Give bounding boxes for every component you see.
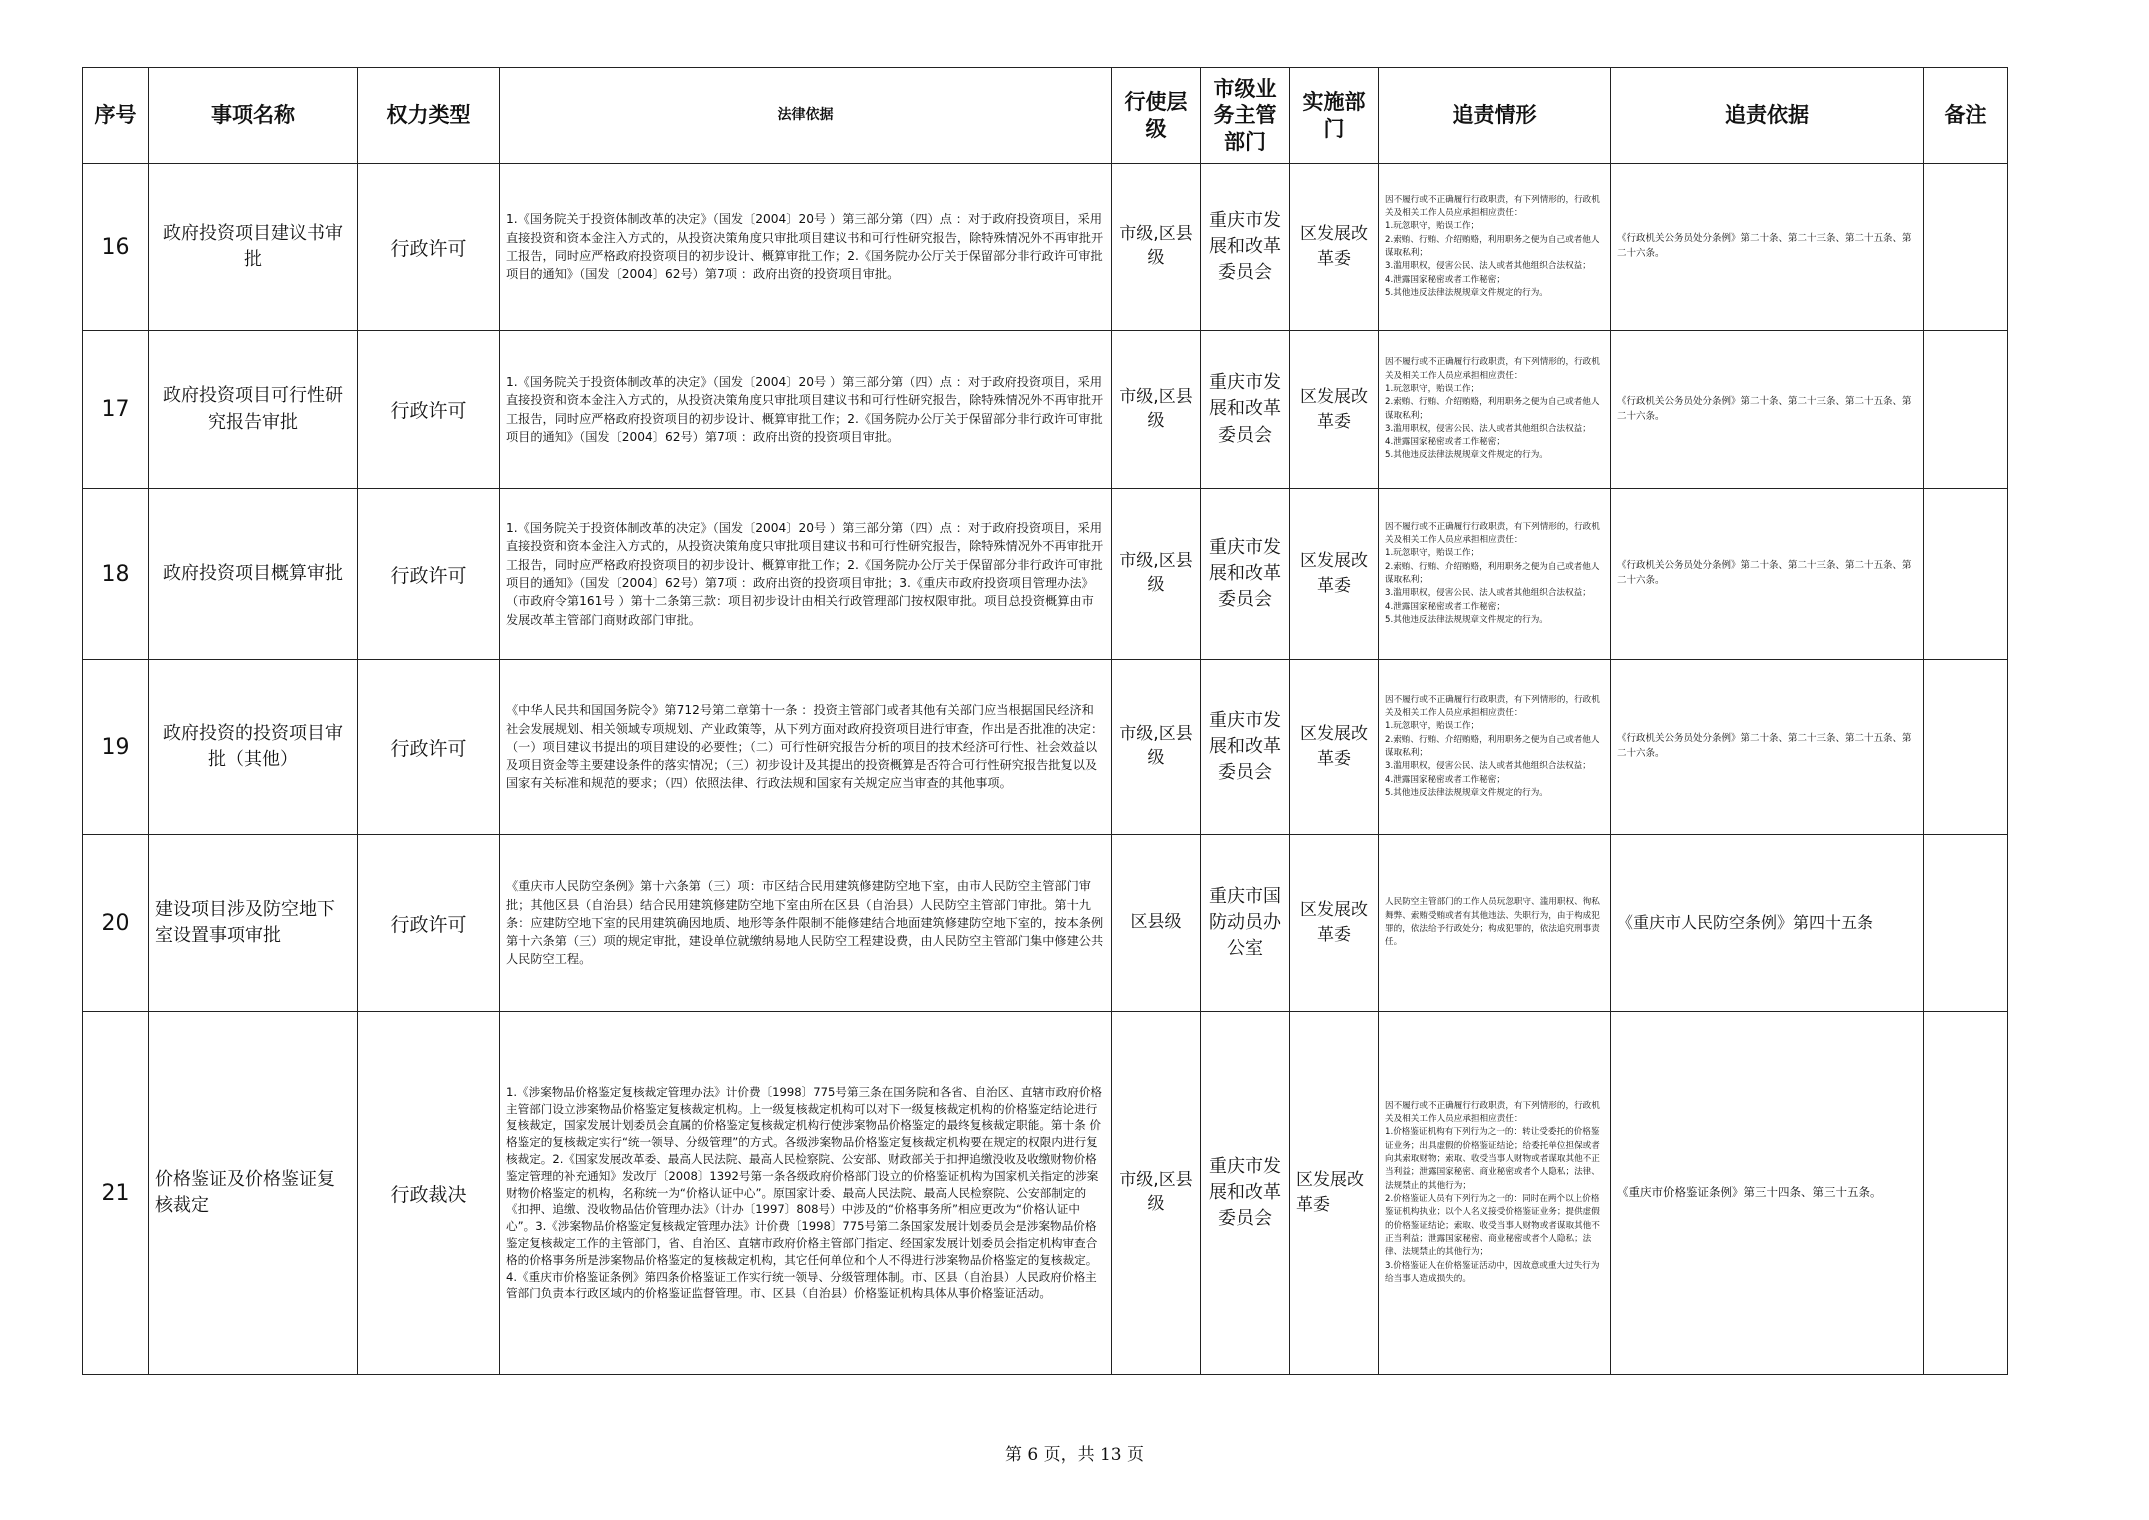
table-row <box>83 164 2008 331</box>
accountability-situations <box>1379 835 1611 1012</box>
situation-line: 2.索贿、行贿、介绍贿赂，利用职务之便为自己或者他人谋取私利； <box>1385 734 1600 758</box>
item-name: 建设项目涉及防空地下室设置事项审批 <box>149 835 358 1012</box>
exercise-level: 市级,区县级 <box>1112 660 1201 835</box>
situation-line: 5.其他违反法律法规规章文件规定的行为。 <box>1385 787 1548 798</box>
implementing-department: 区发展改革委 <box>1290 331 1379 489</box>
table-row <box>83 489 2008 660</box>
row-number: 16 <box>83 164 149 331</box>
note <box>1924 660 2008 835</box>
situation-line: 2.索贿、行贿、介绍贿赂，利用职务之便为自己或者他人谋取私利； <box>1385 561 1600 585</box>
situation-line: 5.其他违反法律法规规章文件规定的行为。 <box>1385 287 1548 298</box>
power-type: 行政许可 <box>358 164 500 331</box>
legal-basis: 《重庆市人民防空条例》第十六条第（三）项：市区结合民用建筑修建防空地下室，由市人民防空主管部门审批；其他区县（自治县）结合民用建筑修建防空地下室由所在区县（自治县）人民防空主管部门审批。第十九条：应建防空地下室的民用建筑确因地质、地形等条件限制不能修建结合地面建筑修建防空地下室的，按本条例第十六条第（三）项的规定审批，建设单位就缴纳易地人民防空工程建设费，由人民防空主管部门集中修建公共人民防空工程。 <box>500 835 1112 1012</box>
implementing-department: 区发展改革委 <box>1290 489 1379 660</box>
implementing-department: 区发展改革委 <box>1290 835 1379 1012</box>
situation-line: 因不履行或不正确履行行政职责，有下列情形的，行政机关及相关工作人员应承担相应责任： <box>1385 1100 1600 1125</box>
note <box>1924 331 2008 489</box>
situation-line: 2.索贿、行贿、介绍贿赂，利用职务之便为自己或者他人谋取私利； <box>1385 234 1600 258</box>
note <box>1924 489 2008 660</box>
note <box>1924 835 2008 1012</box>
situation-line: 4.泄露国家秘密或者工作秘密； <box>1385 274 1505 285</box>
situation-line: 2.索贿、行贿、介绍贿赂，利用职务之便为自己或者他人谋取私利； <box>1385 397 1600 421</box>
item-name: 政府投资项目可行性研究报告审批 <box>149 331 358 489</box>
accountability-basis: 《行政机关公务员处分条例》第二十条、第二十三条、第二十五条、第二十六条。 <box>1611 164 1924 331</box>
supervising-department: 重庆市发展和改革委员会 <box>1201 660 1290 835</box>
header-basis: 法律依据 <box>500 68 1112 164</box>
legal-basis: 1.《国务院关于投资体制改革的决定》（国发〔2004〕20号 ）第三部分第（四）点 ：对于政府投资项目，采用直接投资和资本金注入方式的，从投资决策角度只审批项目建议书和可行性研究报告，除特殊情况外不再审批开工报告，同时应严格政府投资项目的初步设计、概算审批工作；2.《国务院办公厅关于保留部分非行政许可审批项目的通知》（国发〔2004〕62号）第7项 ：政府出资的投资项目审批；3.《重庆市政府投资项目管理办法》（市政府令第161号 ）第十二条第三款：项目初步设计由相关行政管理部门按权限审批。项目总投资概算由市发展改革主管部门商财政部门审批。 <box>500 489 1112 660</box>
table-row <box>83 835 2008 1012</box>
header-impl: 实施部门 <box>1290 68 1379 164</box>
power-list-table <box>82 67 2008 1375</box>
header-level: 行使层级 <box>1112 68 1201 164</box>
header-name: 事项名称 <box>149 68 358 164</box>
situation-line: 人民防空主管部门的工作人员玩忽职守、滥用职权、徇私舞弊、索贿受贿或者有其他违法、失职行为，由于构成犯罪的，依法给予行政处分；构成犯罪的，依法追究刑事责任。 <box>1385 897 1600 948</box>
situation-line: 因不履行或不正确履行行政职责，有下列情形的，行政机关及相关工作人员应承担相应责任： <box>1385 357 1600 381</box>
situation-line: 1.玩忽职守，贻误工作； <box>1385 221 1480 232</box>
row-number: 18 <box>83 489 149 660</box>
situation-line: 因不履行或不正确履行行政职责，有下列情形的，行政机关及相关工作人员应承担相应责任： <box>1385 521 1600 546</box>
power-type: 行政许可 <box>358 660 500 835</box>
exercise-level: 市级,区县级 <box>1112 489 1201 660</box>
legal-basis: 《中华人民共和国国务院令》第712号第二章第十一条 ：投资主管部门或者其他有关部门应当根据国民经济和社会发展规划、相关领域专项规划、产业政策等，从下列方面对政府投资项目进行审查，作出是否批准的决定：（一）项目建议书提出的项目建设的必要性；（二）可行性研究报告分析的项目的技术经济可行性、社会效益以及项目资金等主要建设条件的落实情况；（三）初步设计及其提出的投资概算是否符合可行性研究报告批复以及国家有关标准和规范的要求；（四）依照法律、行政法规和国家有关规定应当审查的其他事项。 <box>500 660 1112 835</box>
header-note: 备注 <box>1924 68 2008 164</box>
situation-line: 3.滥用职权，侵害公民、法人或者其他组织合法权益； <box>1385 261 1591 272</box>
supervising-department: 重庆市发展和改革委员会 <box>1201 164 1290 331</box>
item-name: 政府投资项目建议书审批 <box>149 164 358 331</box>
situation-line: 3.滥用职权，侵害公民、法人或者其他组织合法权益； <box>1385 588 1591 599</box>
situation-line: 3.价格鉴证人在价格鉴证活动中，因故意或重大过失行为给当事人造成损失的。 <box>1385 1260 1600 1284</box>
situation-line: 3.滥用职权，侵害公民、法人或者其他组织合法权益； <box>1385 761 1591 772</box>
accountability-basis: 《重庆市人民防空条例》第四十五条 <box>1611 835 1924 1012</box>
supervising-department: 重庆市发展和改革委员会 <box>1201 1012 1290 1375</box>
power-type: 行政裁决 <box>358 1012 500 1375</box>
accountability-basis: 《行政机关公务员处分条例》第二十条、第二十三条、第二十五条、第二十六条。 <box>1611 489 1924 660</box>
accountability-situations <box>1379 489 1611 660</box>
supervising-department: 重庆市国防动员办公室 <box>1201 835 1290 1012</box>
implementing-department: 区发展改革委 <box>1290 164 1379 331</box>
implementing-department: 区发展改革委 <box>1290 660 1379 835</box>
legal-basis: 1.《国务院关于投资体制改革的决定》（国发〔2004〕20号 ）第三部分第（四）点 ：对于政府投资项目，采用直接投资和资本金注入方式的，从投资决策角度只审批项目建议书和可行性研究报告，除特殊情况外不再审批开工报告，同时应严格政府投资项目的初步设计、概算审批工作；2.《国务院办公厅关于保留部分非行政许可审批项目的通知》（国发〔2004〕62号）第7项 ：政府出资的投资项目审批。 <box>500 331 1112 489</box>
situation-line: 2.价格鉴证人员有下列行为之一的：同时在两个以上价格鉴证机构执业；以个人名义接受价格鉴证业务；提供虚假的价格鉴证结论；索取、收受当事人财物或者谋取其他不正当利益；泄露国家秘密、商业秘密或者个人隐私；法律、法规禁止的其他行为； <box>1385 1194 1600 1258</box>
supervising-department: 重庆市发展和改革委员会 <box>1201 489 1290 660</box>
row-number: 20 <box>83 835 149 1012</box>
table-row <box>83 1012 2008 1375</box>
supervising-department: 重庆市发展和改革委员会 <box>1201 331 1290 489</box>
situation-line: 3.滥用职权，侵害公民、法人或者其他组织合法权益； <box>1385 423 1591 434</box>
header-situation: 追责情形 <box>1379 68 1611 164</box>
situation-line: 1.玩忽职守，贻误工作； <box>1385 383 1480 394</box>
power-type: 行政许可 <box>358 489 500 660</box>
situation-line: 5.其他违反法律法规规章文件规定的行为。 <box>1385 450 1548 461</box>
implementing-department: 区发展改革委 <box>1290 1012 1379 1375</box>
situation-line: 因不履行或不正确履行行政职责，有下列情形的，行政机关及相关工作人员应承担相应责任： <box>1385 194 1600 219</box>
power-type: 行政许可 <box>358 835 500 1012</box>
table-row <box>83 660 2008 835</box>
page-footer: 第 6 页，共 13 页 <box>1004 1445 1145 1465</box>
accountability-situations <box>1379 331 1611 489</box>
item-name: 政府投资项目概算审批 <box>149 489 358 660</box>
situation-line: 4.泄露国家秘密或者工作秘密； <box>1385 601 1505 612</box>
exercise-level: 市级,区县级 <box>1112 331 1201 489</box>
header-dept: 市级业务主管部门 <box>1201 68 1290 164</box>
header-accountability: 追责依据 <box>1611 68 1924 164</box>
accountability-basis: 《行政机关公务员处分条例》第二十条、第二十三条、第二十五条、第二十六条。 <box>1611 331 1924 489</box>
row-number: 21 <box>83 1012 149 1375</box>
header-row <box>83 68 2008 164</box>
header-type: 权力类型 <box>358 68 500 164</box>
situation-line: 1.玩忽职守，贻误工作； <box>1385 548 1480 559</box>
situation-line: 5.其他违反法律法规规章文件规定的行为。 <box>1385 614 1548 625</box>
exercise-level: 区县级 <box>1112 835 1201 1012</box>
row-number: 17 <box>83 331 149 489</box>
note <box>1924 1012 2008 1375</box>
row-number: 19 <box>83 660 149 835</box>
power-type: 行政许可 <box>358 331 500 489</box>
legal-basis: 1.《涉案物品价格鉴定复核裁定管理办法》计价费〔1998〕775号第三条在国务院和各省、自治区、直辖市政府价格主管部门设立涉案物品价格鉴定复核裁定机构。上一级复核裁定机构可以对下一级复核裁定机构的价格鉴定结论进行复核裁定，国家发展计划委员会直属的价格鉴定复核裁定机构行使涉案物品价格鉴定的最终复核裁定职能。第十条 价格鉴定的复核裁定实行“统一领导、分级管理”的方式。各级涉案物品价格鉴定复核裁定机构要在规定的权限内进行复核裁定。2.《国家发展改革委、最高人民法院、最高人民检察院、公安部、财政部关于扣押追缴没收及收缴财物价格鉴定管理的补充通知》发改厅〔2008〕1392号第一条各级政府价格部门设立的价格鉴证机构为国家机关指定的涉案财物价格鉴定的机构，名称统一为“价格认证中心”。原国家计委、最高人民法院、最高人民检察院、公安部制定的《扣押、追缴、没收物品估价管理办法》（计办〔1997〕808号）中涉及的“价格事务所”相应更改为“价格认证中心”。3.《涉案物品价格鉴定复核裁定管理办法》计价费〔1998〕775号第二条国家发展计划委员会是涉案物品价格鉴定复核裁定工作的主管部门，省、自治区、直辖市政府价格主管部门指定、经国家发展计划委员会指定机构审查合格的价格事务所是涉案物品价格鉴定的复核裁定机构，其它任何单位和个人不得进行涉案物品价格鉴定的复核裁定。4.《重庆市价格鉴证条例》第四条价格鉴证工作实行统一领导、分级管理体制。市、区县（自治县）人民政府价格主管部门负责本行政区域内的价格鉴证监督管理。市、区县（自治县）价格鉴证机构具体从事价格鉴证活动。 <box>500 1012 1112 1375</box>
accountability-situations <box>1379 164 1611 331</box>
item-name: 政府投资的投资项目审批（其他） <box>149 660 358 835</box>
situation-line: 1.玩忽职守，贻误工作； <box>1385 721 1480 732</box>
accountability-situations <box>1379 1012 1611 1375</box>
accountability-basis: 《行政机关公务员处分条例》第二十条、第二十三条、第二十五条、第二十六条。 <box>1611 660 1924 835</box>
header-no: 序号 <box>83 68 149 164</box>
accountability-basis: 《重庆市价格鉴证条例》第三十四条、第三十五条。 <box>1611 1012 1924 1375</box>
situation-line: 4.泄露国家秘密或者工作秘密； <box>1385 774 1505 785</box>
item-name: 价格鉴证及价格鉴证复核裁定 <box>149 1012 358 1375</box>
note <box>1924 164 2008 331</box>
situation-line: 因不履行或不正确履行行政职责，有下列情形的，行政机关及相关工作人员应承担相应责任： <box>1385 694 1600 719</box>
table-row <box>83 331 2008 489</box>
situation-line: 1.价格鉴证机构有下列行为之一的：转让受委托的价格鉴证业务；出具虚假的价格鉴证结论；给委托单位担保或者向其索取财物；索取、收受当事人财物或者谋取其他不正当利益；泄露国家秘密、商业秘密或者个人隐私；法律、法规禁止的其他行为； <box>1385 1127 1600 1191</box>
accountability-situations <box>1379 660 1611 835</box>
legal-basis: 1.《国务院关于投资体制改革的决定》（国发〔2004〕20号 ）第三部分第（四）点 ：对于政府投资项目，采用直接投资和资本金注入方式的，从投资决策角度只审批项目建议书和可行性研究报告，除特殊情况外不再审批开工报告，同时应严格政府投资项目的初步设计、概算审批工作；2.《国务院办公厅关于保留部分非行政许可审批项目的通知》（国发〔2004〕62号）第7项 ：政府出资的投资项目审批。 <box>500 164 1112 331</box>
situation-line: 4.泄露国家秘密或者工作秘密； <box>1385 437 1505 448</box>
exercise-level: 市级,区县级 <box>1112 164 1201 331</box>
exercise-level: 市级,区县级 <box>1112 1012 1201 1375</box>
